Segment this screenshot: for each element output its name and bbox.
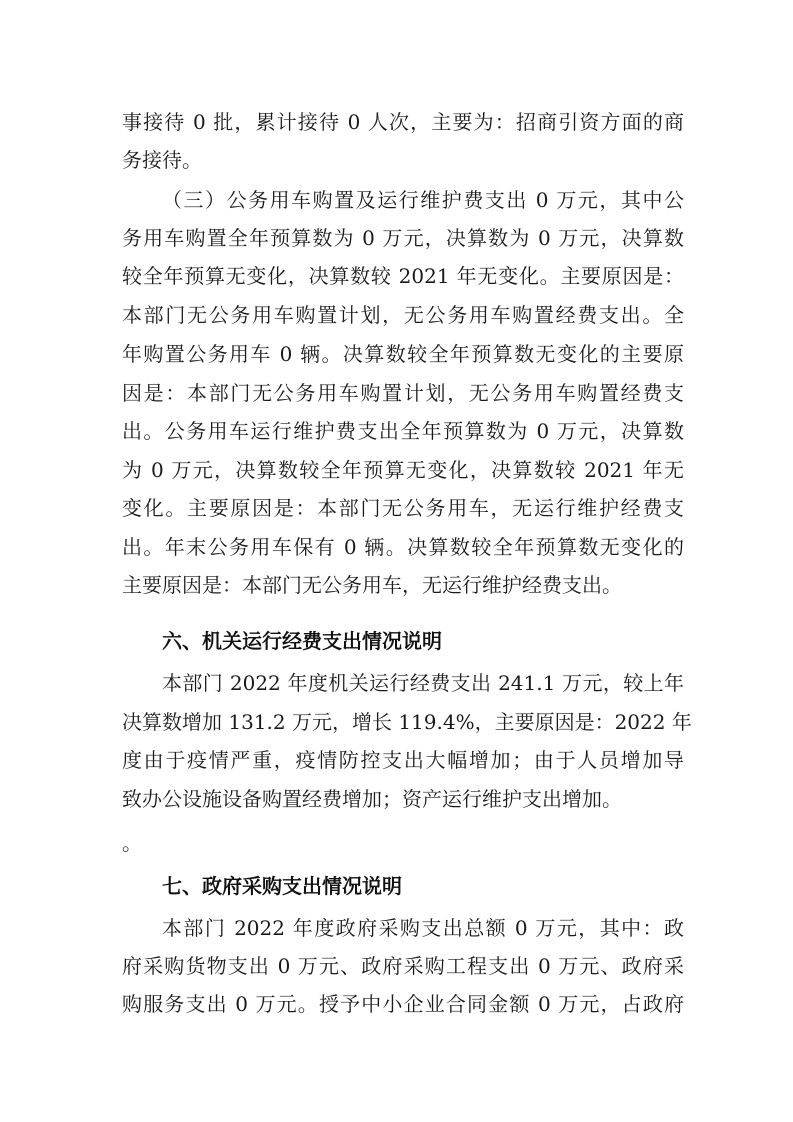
paragraph-line: 务用车购置全年预算数为 0 万元，决算数为 0 万元，决算数 [122, 226, 684, 250]
paragraph-line: 。 [122, 831, 142, 855]
paragraph-line: 度由于疫情严重，疫情防控支出大幅增加；由于人员增加导 [122, 748, 684, 772]
paragraph-line: 出。公务用车运行维护费支出全年预算数为 0 万元，决算数 [122, 419, 684, 443]
paragraph-line: 主要原因是：本部门无公务用车，无运行维护经费支出。 [122, 573, 622, 597]
paragraph-line: 务接待。 [122, 148, 202, 172]
paragraph-line: 因是：本部门无公务用车购置计划，无公务用车购置经费支 [122, 381, 684, 405]
paragraph-line: 致办公设施设备购置经费增加；资产运行维护支出增加。 [122, 787, 622, 811]
paragraph-line: 本部门 2022 年度政府采购支出总额 0 万元，其中：政 [162, 916, 684, 940]
paragraph-line: 年购置公务用车 0 辆。决算数较全年预算数无变化的主要原 [122, 342, 684, 366]
section-heading: 七、政府采购支出情况说明 [162, 874, 402, 898]
paragraph-line: 出。年末公务用车保有 0 辆。决算数较全年预算数无变化的 [122, 535, 684, 559]
paragraph-line: 府采购货物支出 0 万元、政府采购工程支出 0 万元、政府采 [122, 954, 684, 978]
paragraph-line: 决算数增加 131.2 万元，增长 119.4%，主要原因是：2022 年 [122, 710, 692, 734]
paragraph-line: 购服务支出 0 万元。授予中小企业合同金额 0 万元，占政府 [122, 992, 684, 1016]
paragraph-line: 为 0 万元，决算数较全年预算无变化，决算数较 2021 年无 [122, 458, 684, 482]
paragraph-line: 较全年预算无变化，决算数较 2021 年无变化。主要原因是： [122, 264, 684, 288]
section-heading: 六、机关运行经费支出情况说明 [162, 629, 442, 653]
paragraph-line: 变化。主要原因是：本部门无公务用车，无运行维护经费支 [122, 496, 684, 520]
paragraph-line: 本部门 2022 年度机关运行经费支出 241.1 万元，较上年 [162, 671, 684, 695]
paragraph-line: （三）公务用车购置及运行维护费支出 0 万元，其中公 [162, 188, 684, 212]
paragraph-line: 本部门无公务用车购置计划，无公务用车购置经费支出。全 [122, 303, 684, 327]
paragraph-line: 事接待 0 批，累计接待 0 人次，主要为：招商引资方面的商 [122, 110, 684, 134]
